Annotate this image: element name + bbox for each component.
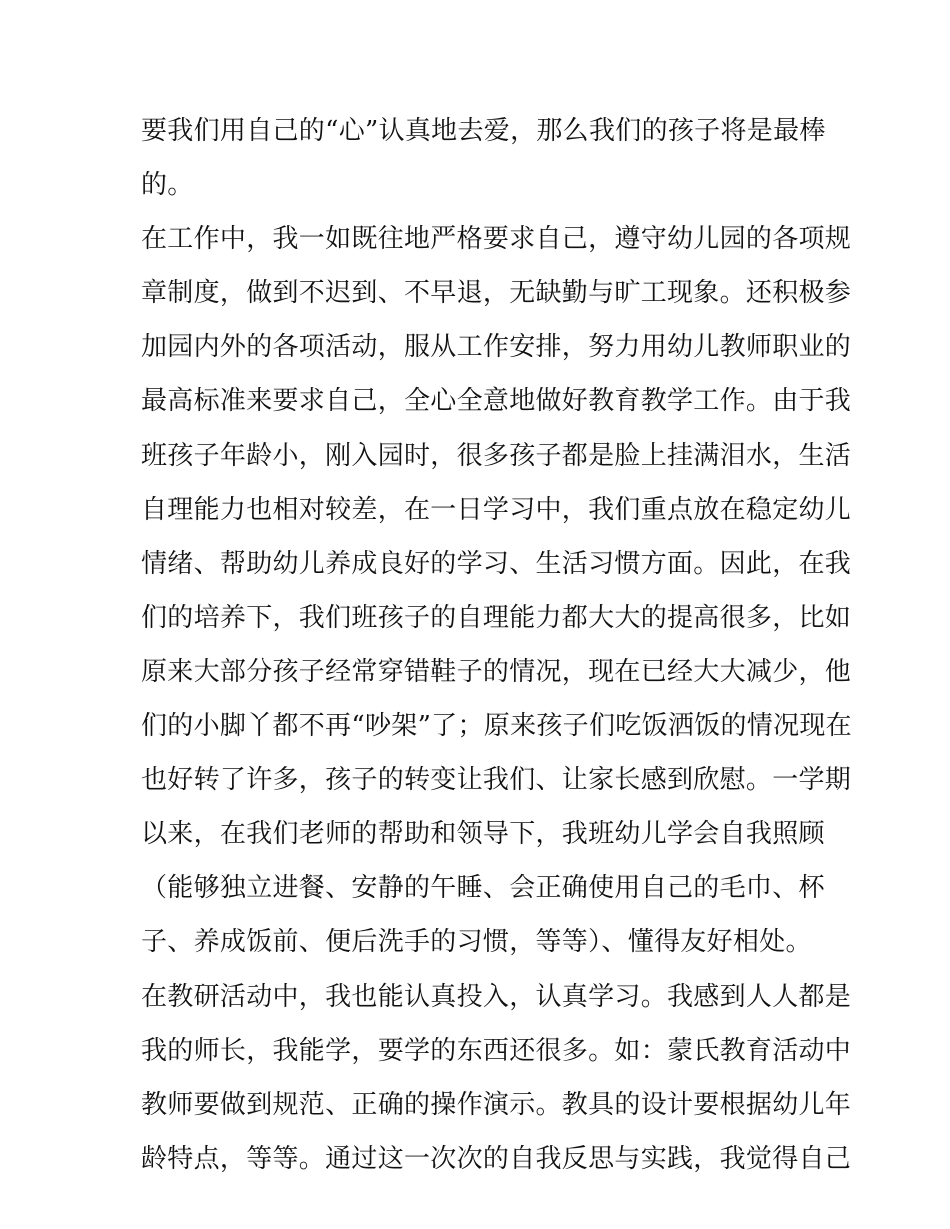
text-line: 我的师长，我能学，要学的东西还很多。如：蒙氏教育活动中 <box>141 1035 852 1066</box>
text-line: 教师要做到规范、正确的操作演示。教具的设计要根据幼儿年 <box>141 1089 852 1120</box>
text-line: 原来大部分孩子经常穿错鞋子的情况，现在已经大大减少，他 <box>141 656 852 687</box>
text-line: 要我们用自己的“心”认真地去爱，那么我们的孩子将是最棒 <box>141 116 826 146</box>
text-line: （能够独立进餐、安静的午睡、会正确使用自己的毛巾、杯 <box>141 873 825 904</box>
text-line: 班孩子年龄小，刚入园时，很多孩子都是脸上挂满泪水，生活 <box>141 440 852 471</box>
text-line: 自理能力也相对较差，在一日学习中，我们重点放在稳定幼儿 <box>141 494 852 525</box>
text-line: 子、养成饭前、便后洗手的习惯，等等）、懂得友好相处。 <box>141 927 812 958</box>
text-line: 在教研活动中，我也能认真投入，认真学习。我感到人人都是 <box>141 981 852 1012</box>
text-line: 章制度，做到不迟到、不早退，无缺勤与旷工现象。还积极参 <box>141 278 852 309</box>
text-line: 加园内外的各项活动，服从工作安排，努力用幼儿教师职业的 <box>141 332 852 363</box>
text-line: 情绪、帮助幼儿养成良好的学习、生活习惯方面。因此，在我 <box>141 548 852 579</box>
text-line: 的。 <box>141 170 194 201</box>
text-line: 们的培养下，我们班孩子的自理能力都大大的提高很多，比如 <box>141 602 852 633</box>
body-text <box>141 104 852 1186</box>
text-line: 在工作中，我一如既往地严格要求自己，遵守幼儿园的各项规 <box>141 224 852 255</box>
text-line: 也好转了许多，孩子的转变让我们、让家长感到欣慰。一学期 <box>141 765 852 796</box>
text-line: 龄特点，等等。通过这一次次的自我反思与实践，我觉得自己 <box>141 1143 852 1174</box>
text-line: 最高标准来要求自己，全心全意地做好教育教学工作。由于我 <box>141 386 852 417</box>
text-line: 们的小脚丫都不再“吵架”了；原来孩子们吃饭洒饭的情况现在 <box>141 711 852 742</box>
text-line: 以来，在我们老师的帮助和领导下，我班幼儿学会自我照顾 <box>141 819 825 850</box>
